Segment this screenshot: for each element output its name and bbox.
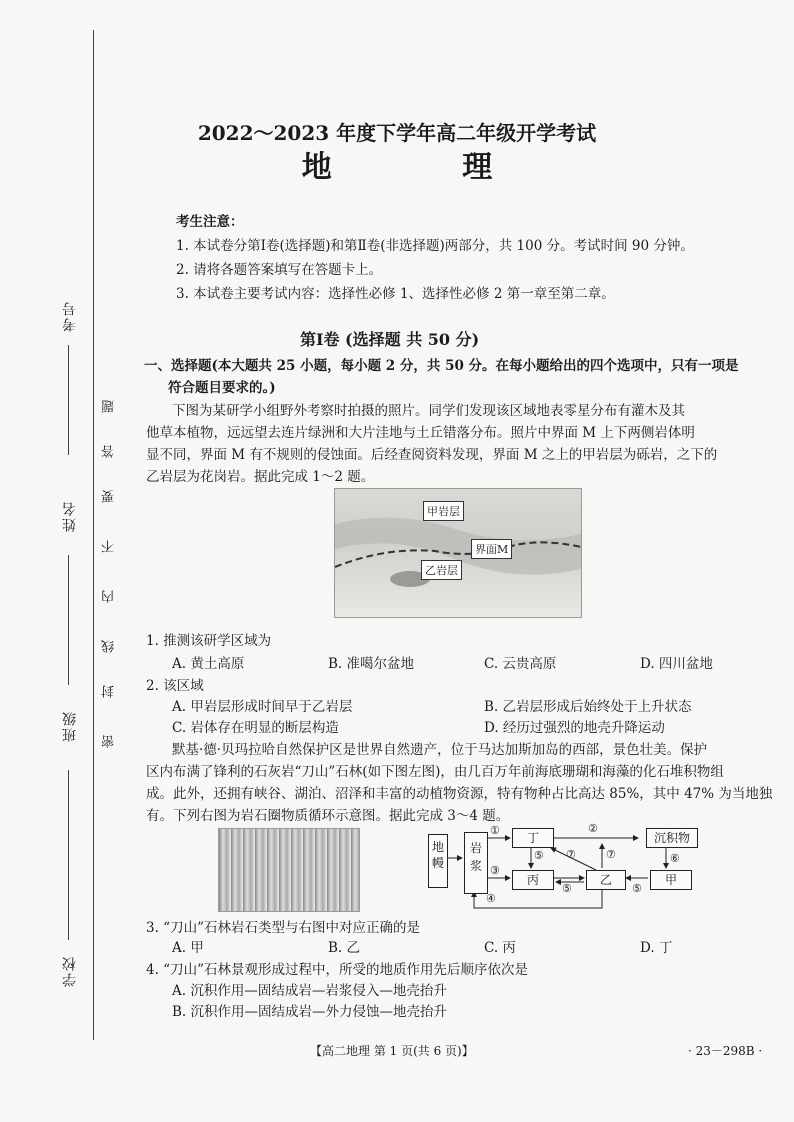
arrow-label-3: ③ bbox=[490, 864, 500, 877]
exam-title: 2022～2023 年度下学年高二年级开学考试 bbox=[197, 121, 597, 145]
footer-code: · 23－298B · bbox=[688, 1044, 763, 1058]
passage1-line-4: 乙岩层为花岗岩。据此完成 1～2 题。 bbox=[146, 469, 375, 485]
label-interface-m: 界面M bbox=[471, 539, 512, 559]
seal-char-4: 不 bbox=[102, 540, 117, 553]
arrow-label-7b: ⑦ bbox=[606, 848, 616, 861]
notice-item-1: 1. 本试卷分第Ⅰ卷(选择题)和第Ⅱ卷(非选择题)两部分，共 100 分。考试时间 90 分钟。 bbox=[176, 238, 694, 254]
passage2-line-4: 有。下列右图为岩石圈物质循环示意图。据此完成 3～4 题。 bbox=[146, 808, 510, 824]
q4-option-b[interactable]: B. 沉积作用—固结成岩—外力侵蚀—地壳抬升 bbox=[172, 1004, 448, 1020]
seal-char-2: 答 bbox=[102, 445, 117, 458]
notice-heading: 考生注意： bbox=[176, 214, 244, 230]
q3-option-a[interactable]: A. 甲 bbox=[172, 940, 204, 956]
q1-option-c[interactable]: C. 云贵高原 bbox=[484, 656, 557, 672]
arrow-label-2: ② bbox=[588, 822, 598, 835]
rock-bing-box: 丙 bbox=[512, 870, 554, 890]
passage1-line-3: 显不同，界面 M 有不规则的侵蚀面。后经查阅资料发现，界面 M 之上的甲岩层为砾岩，之下的 bbox=[146, 447, 718, 463]
section-instruction-2: 符合题目要求的。) bbox=[168, 380, 276, 396]
q3-option-c[interactable]: C. 丙 bbox=[484, 940, 516, 956]
seal-char-7: 封 bbox=[102, 685, 117, 698]
class-label: 班级 bbox=[62, 710, 78, 742]
section-title: 第Ⅰ卷 (选择题 共 50 分) bbox=[300, 330, 480, 349]
q4-option-a[interactable]: A. 沉积作用—固结成岩—岩浆侵入—地壳抬升 bbox=[172, 983, 447, 999]
q3-stem: 3. “刀山”石林岩石类型与右图中对应正确的是 bbox=[146, 920, 420, 936]
rock-jia-box: 甲 bbox=[650, 870, 692, 890]
rock-ding-box: 丁 bbox=[512, 828, 554, 848]
section-instruction-1: 一、选择题(本大题共 25 小题，每小题 2 分，共 50 分。在每小题给出的四个选项中，只有一项是 bbox=[144, 358, 739, 374]
stone-forest-photo bbox=[218, 828, 360, 912]
passage2-line-1: 默基·德·贝玛拉哈自然保护区是世界自然遗产，位于马达加斯加岛的西部，景色壮美。保护 bbox=[172, 742, 708, 758]
class-line bbox=[68, 770, 69, 940]
name-label: 姓名 bbox=[62, 500, 78, 532]
passage2-line-3: 成。此外，还拥有峡谷、湖泊、沼泽和丰富的动植物资源，特有物种占比高达 85%，其中 47% 为当地独 bbox=[146, 786, 773, 802]
passage1-line-1: 下图为某研学小组野外考察时拍摄的照片。同学们发现该区域地表零星分布有灌木及其 bbox=[172, 403, 685, 419]
label-layer-b: 乙岩层 bbox=[421, 560, 462, 580]
q2-option-d[interactable]: D. 经历过强烈的地壳升降运动 bbox=[484, 720, 665, 736]
seal-char-3: 要 bbox=[102, 490, 117, 503]
q2-stem: 2. 该区域 bbox=[146, 678, 204, 694]
q2-option-a[interactable]: A. 甲岩层形成时间早于乙岩层 bbox=[172, 699, 353, 715]
notice-item-3: 3. 本试卷主要考试内容：选择性必修 1、选择性必修 2 第一章至第二章。 bbox=[176, 286, 615, 302]
sediment-box: 沉积物 bbox=[646, 828, 698, 848]
magma-box: 岩浆 bbox=[464, 832, 488, 894]
seal-char-5: 内 bbox=[102, 590, 117, 603]
arrow-label-7a: ⑦ bbox=[566, 848, 576, 861]
q4-stem: 4. “刀山”石林景观形成过程中，所受的地质作用先后顺序依次是 bbox=[146, 962, 528, 978]
passage2-line-2: 区内布满了锋利的石灰岩“刀山”石林(如下图左图)，由几百万年前海底珊瑚和海藻的化石堆积物组 bbox=[146, 764, 724, 780]
q2-option-c[interactable]: C. 岩体存在明显的断层构造 bbox=[172, 720, 339, 736]
q3-option-d[interactable]: D. 丁 bbox=[640, 940, 673, 956]
name-line bbox=[68, 555, 69, 685]
q2-option-b[interactable]: B. 乙岩层形成后始终处于上升状态 bbox=[484, 699, 692, 715]
q1-option-b[interactable]: B. 准噶尔盆地 bbox=[328, 656, 415, 672]
footer-page-info: 【高二地理 第 1 页(共 6 页)】 bbox=[310, 1044, 474, 1058]
seal-char-8: 密 bbox=[102, 735, 117, 748]
arrow-label-5b: ⑤ bbox=[562, 882, 572, 895]
q1-option-a[interactable]: A. 黄土高原 bbox=[172, 656, 245, 672]
arrow-label-1: ① bbox=[490, 824, 500, 837]
seal-char-1: 题 bbox=[102, 400, 117, 413]
arrow-label-6: ⑥ bbox=[670, 852, 680, 865]
exam-number-label: 考号 bbox=[62, 300, 78, 332]
school-label: 学校 bbox=[62, 955, 78, 987]
q3-option-b[interactable]: B. 乙 bbox=[328, 940, 361, 956]
q1-option-d[interactable]: D. 四川盆地 bbox=[640, 656, 713, 672]
passage1-line-2: 他草本植物，远远望去连片绿洲和大片洼地与土丘错落分布。照片中界面 M 上下两侧岩体明 bbox=[146, 425, 695, 441]
q1-stem: 1. 推测该研学区域为 bbox=[146, 633, 272, 649]
subject-title: 地 理 bbox=[301, 150, 553, 185]
rock-yi-box: 乙 bbox=[586, 870, 626, 890]
label-layer-a: 甲岩层 bbox=[423, 501, 464, 521]
arrow-label-5c: ⑤ bbox=[632, 882, 642, 895]
seal-char-6: 线 bbox=[102, 640, 117, 653]
arrow-label-4: ④ bbox=[486, 892, 496, 905]
exam-number-line bbox=[68, 345, 69, 455]
rock-cycle-diagram bbox=[426, 822, 716, 922]
arrow-label-5a: ⑤ bbox=[534, 849, 544, 862]
mantle-box: 地幔 bbox=[428, 834, 448, 888]
field-photo bbox=[334, 488, 582, 618]
notice-item-2: 2. 请将各题答案填写在答题卡上。 bbox=[176, 262, 383, 278]
